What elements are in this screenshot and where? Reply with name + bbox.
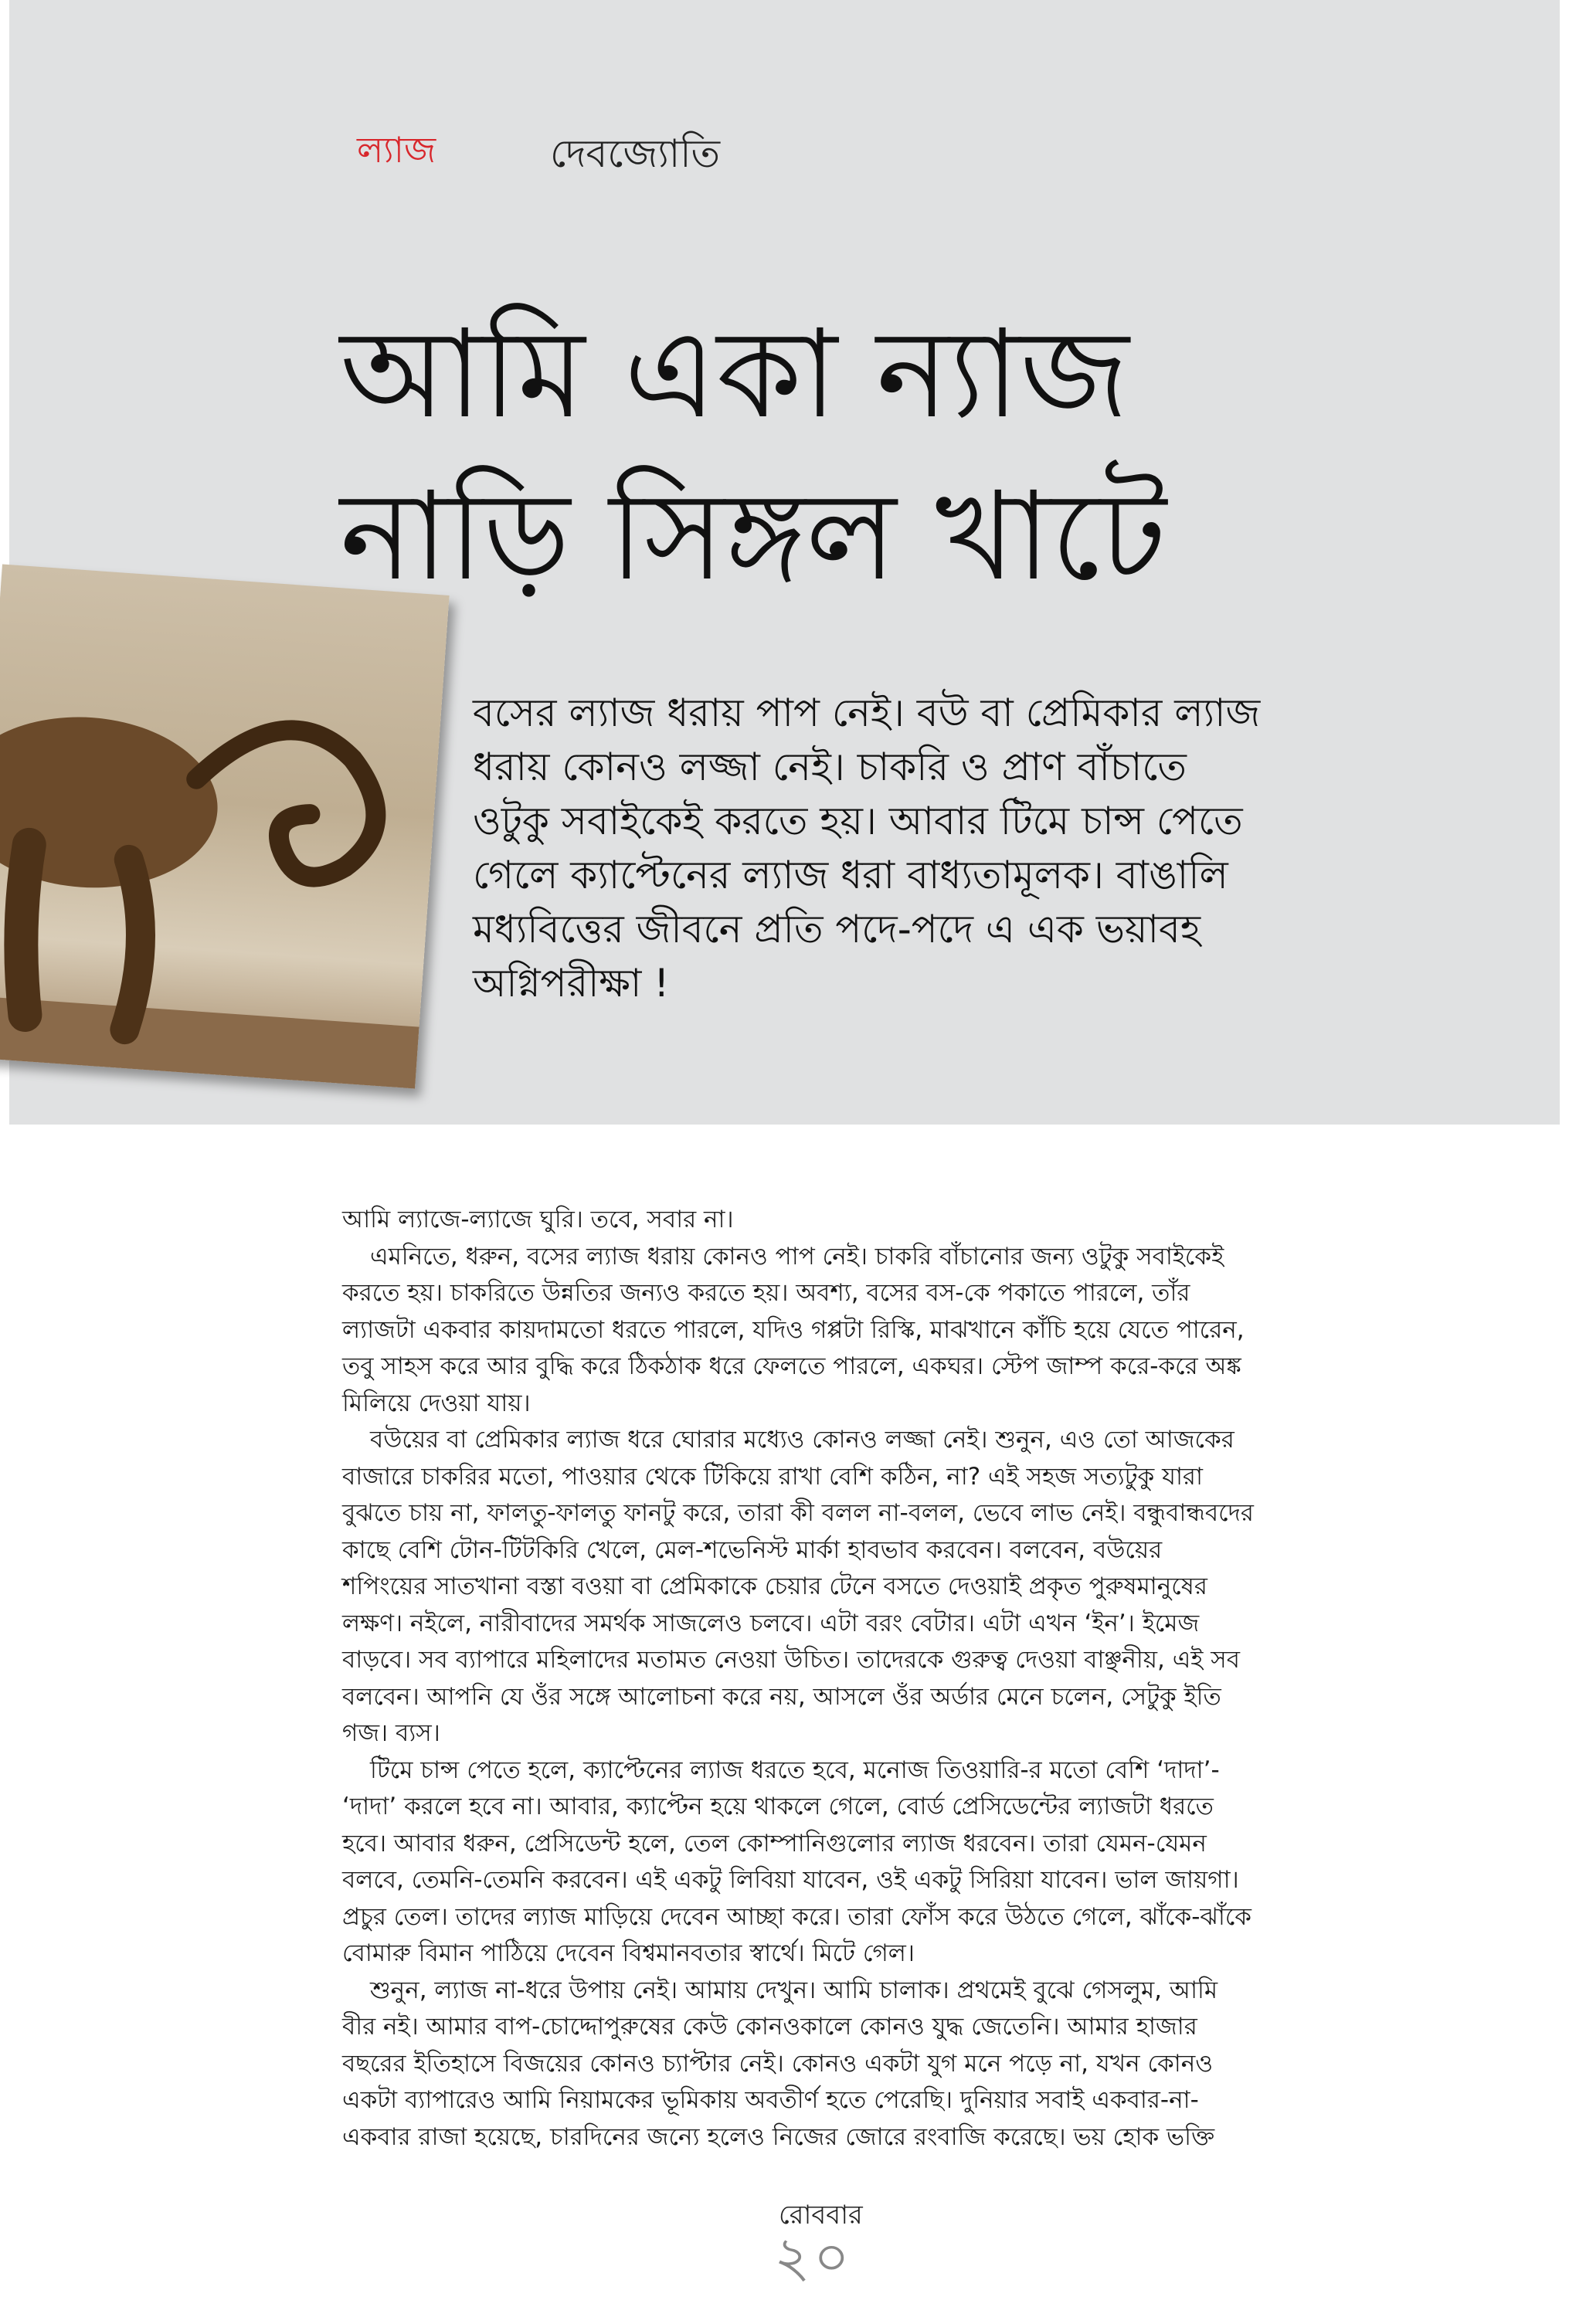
standfirst-line: ধরায় কোনও লজ্জা নেই। চাকরি ও প্রাণ বাঁচাতে	[473, 745, 1187, 789]
monkey-illustration	[0, 565, 450, 1089]
body-line: কাছে বেশি টোন-টিটকিরি খেলে, মেল-শভেনিস্ট মার্কা হাবভাব করবেন। বলবেন, বউয়ের	[342, 1535, 1163, 1564]
headline	[340, 293, 1514, 618]
body-line: লক্ষণ। নইলে, নারীবাদের সমর্থক সাজলেও চলবে। এটা বরং বেটার। এটা এখন ‘ইন’। ইমেজ	[342, 1609, 1200, 1637]
author-byline: দেবজ্যোতি	[550, 131, 721, 176]
body-line: বুঝতে চায় না, ফালতু-ফালতু ফানটু করে, তারা কী বলল না-বলল, ভেবে লাভ নেই। বন্ধুবান্ধবদের	[342, 1499, 1254, 1527]
body-line: বছরের ইতিহাসে বিজয়ের কোনও চ্যাপ্টার নেই। কোনও একটা যুগ মনে পড়ে না, যখন কোনও	[342, 2049, 1214, 2078]
headline-line: আমি একা ন্যাজ	[340, 304, 1129, 446]
body-line: বোমারু বিমান পাঠিয়ে দেবেন বিশ্বমানবতার স্বার্থে। মিটে গেল।	[342, 1939, 915, 1967]
body-line: টিমে চান্স পেতে হলে, ক্যাপ্টেনের ল্যাজ ধরতে হবে, মনোজ তিওয়ারি-র মতো বেশি ‘দাদা’-	[370, 1756, 1220, 1784]
standfirst-line: মধ্যবিত্তের জীবনে প্রতি পদে-পদে এ এক ভয়াবহ	[473, 907, 1201, 952]
body-line: বলবে, তেমনি-তেমনি করবেন। এই একটু লিবিয়া যাবেন, ওই একটু সিরিয়া যাবেন। ভাল জায়গা।	[342, 1866, 1239, 1894]
body-line: ল্যাজটা একবার কায়দামতো ধরতে পারলে, যদিও গপ্পটা রিস্কি, মাঝখানে কাঁচি হয়ে যেতে পারেন,	[342, 1315, 1245, 1344]
monkey-photo	[0, 565, 450, 1089]
body-line: এমনিতে, ধরুন, বসের ল্যাজ ধরায় কোনও পাপ নেই। চাকরি বাঁচানোর জন্য ওটুকু সবাইকেই	[370, 1242, 1224, 1271]
body-line: বাড়বে। সব ব্যাপারে মহিলাদের মতামত নেওয়া উচিত। তাদেরকে গুরুত্ব দেওয়া বাঞ্ছনীয়, এই সব	[342, 1646, 1240, 1674]
monkey-tail	[190, 724, 382, 881]
standfirst	[473, 686, 1508, 1010]
headline-line: নাড়ি সিঙ্গল খাটে	[340, 466, 1167, 608]
standfirst-line: গেলে ক্যাপ্টেনের ল্যাজ ধরা বাধ্যতামূলক। বাঙালি	[473, 853, 1228, 897]
monkey-leg	[15, 845, 37, 1015]
body-line: আমি ল্যাজে-ল্যাজে ঘুরি। তবে, সবার না।	[342, 1206, 734, 1233]
publication-name: রোববার	[779, 2200, 863, 2231]
page-number: ২০	[774, 2224, 853, 2289]
body-line: শুনুন, ল্যাজ না-ধরে উপায় নেই। আমায় দেখুন। আমি চালাক। প্রথমেই বুঝে গেসলুম, আমি	[370, 1976, 1218, 2004]
body-line: হবে। আবার ধরুন, প্রেসিডেন্ট হলে, তেল কোম্পানিগুলোর ল্যাজ ধরবেন। তারা যেমন-যেমন	[342, 1829, 1207, 1858]
body-line: মিলিয়ে দেওয়া যায়।	[342, 1389, 531, 1417]
article-body	[342, 1202, 1308, 2156]
standfirst-line: অগ্নিপরীক্ষা !	[473, 961, 670, 1006]
body-line: বউয়ের বা প্রেমিকার ল্যাজ ধরে ঘোরার মধ্যেও কোনও লজ্জা নেই। শুনুন, এও তো আজকের	[370, 1426, 1234, 1454]
body-line: বাজারে চাকরির মতো, পাওয়ার থেকে টিকিয়ে রাখা বেশি কঠিন, না? এই সহজ সত্যটুকু যারা	[342, 1462, 1203, 1491]
section-label: ল্যাজ	[357, 129, 436, 171]
body-line: ‘দাদা’ করলে হবে না। আবার, ক্যাপ্টেন হয়ে থাকলে গেলে, বোর্ড প্রেসিডেন্টের ল্যাজটা ধরতে	[342, 1793, 1214, 1820]
body-line: প্রচুর তেল। তাদের ল্যাজ মাড়িয়ে দেবেন আচ্ছা করে। তারা ফোঁস করে উঠতে গেলে, ঝাঁকে-ঝাঁকে	[342, 1902, 1251, 1931]
body-line: বলবেন। আপনি যে ওঁর সঙ্গে আলোচনা করে নয়, আসলে ওঁর অর্ডার মেনে চলেন, সেটুকু ইতি	[342, 1682, 1221, 1711]
body-line: তবু সাহস করে আর বুদ্ধি করে ঠিকঠাক ধরে ফেলতে পারলে, একঘর। স্টেপ জাম্প করে-করে অঙ্ক	[342, 1352, 1241, 1380]
body-line: গজ। ব্যস।	[342, 1719, 440, 1747]
body-line: করতে হয়। চাকরিতে উন্নতির জন্যও করতে হয়। অবশ্য, বসের বস-কে পকাতে পারলে, তাঁর	[342, 1279, 1190, 1307]
monkey-leg	[117, 860, 146, 1030]
body-line: একটা ব্যাপারেও আমি নিয়ামকের ভূমিকায় অবতীর্ণ হতে পেরেছি। দুনিয়ার সবাই একবার-না-	[342, 2086, 1199, 2114]
standfirst-line: বসের ল্যাজ ধরায় পাপ নেই। বউ বা প্রেমিকার ল্যাজ	[473, 690, 1261, 735]
body-line: একবার রাজা হয়েছে, চারদিনের জন্যে হলেও নিজের জোরে রংবাজি করেছে। ভয় হোক ভক্তি	[342, 2122, 1215, 2151]
body-line: বীর নই। আমার বাপ-চোদ্দোপুরুষের কেউ কোনওকালে কোনও যুদ্ধ জেতেনি। আমার হাজার	[342, 2013, 1197, 2041]
standfirst-line: ওটুকু সবাইকেই করতে হয়। আবার টিমে চান্স পেতে	[473, 799, 1243, 843]
body-line: শপিংয়ের সাতখানা বস্তা বওয়া বা প্রেমিকাকে চেয়ার টেনে বসতে দেওয়াই প্রকৃত পুরুষমানুষের	[342, 1573, 1207, 1600]
